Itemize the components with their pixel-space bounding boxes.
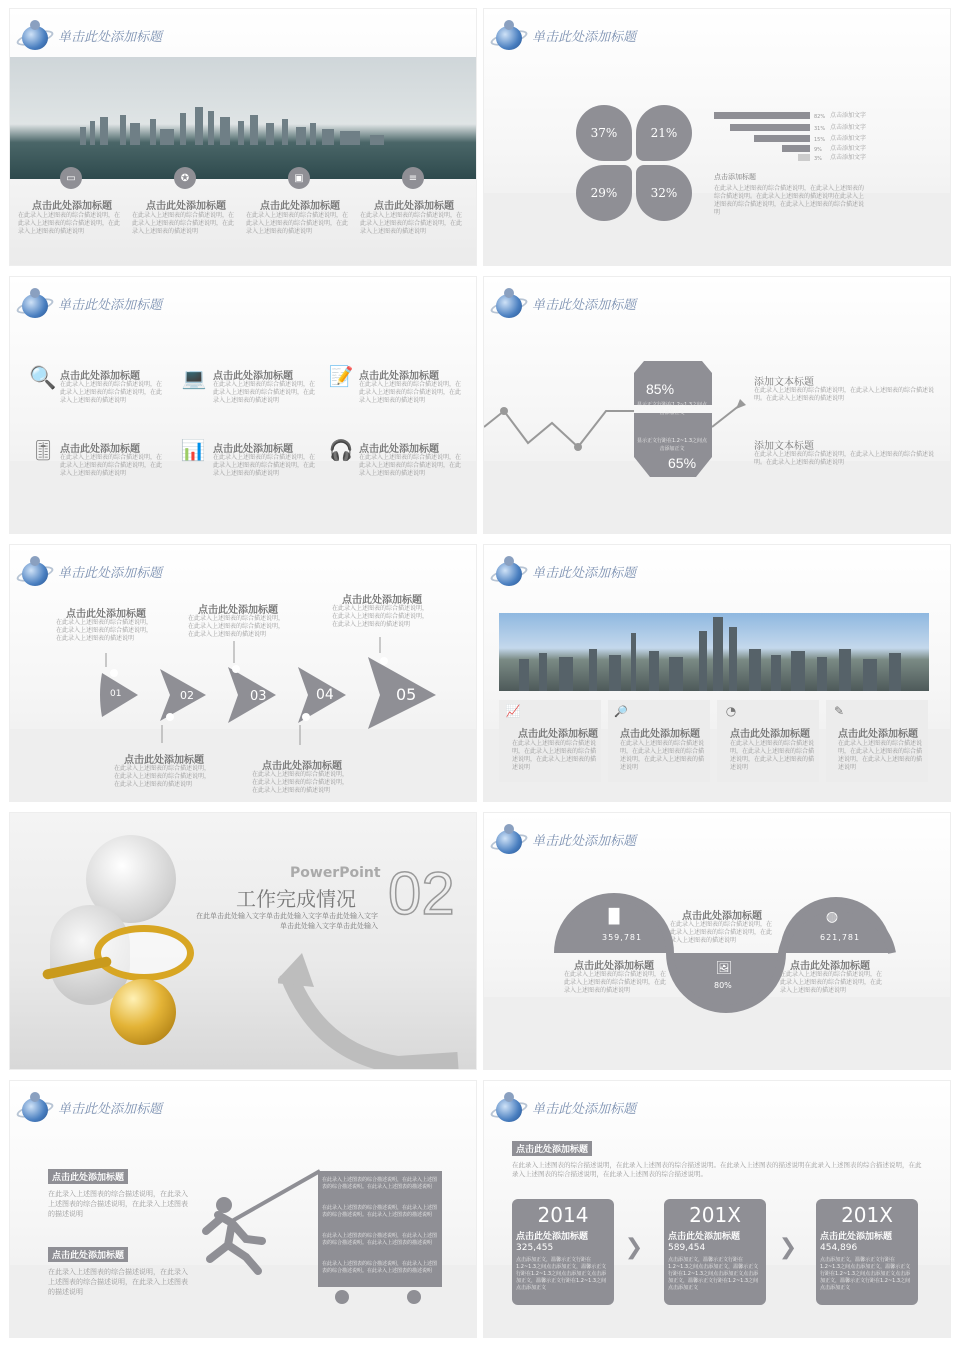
- skyline-photo: [499, 613, 929, 691]
- bar: [754, 135, 810, 142]
- step-title: 点击此处添加标题: [198, 605, 278, 616]
- bar-chart-icon: ▐▌: [603, 909, 625, 925]
- globe-logo-icon: [16, 20, 54, 50]
- pizza-icon: ◍: [825, 909, 839, 925]
- box-title: 点击此处添加标题: [730, 729, 810, 740]
- box-desc: 在此录入上述图表的综合描述说明，在此录入上述图表的综合描述说明，在此录入上述图表的描述说明: [730, 740, 815, 771]
- card-num: 325,455: [516, 1243, 554, 1253]
- card-text: 点击添加正文，温馨示正文行距在1.2~1.3之间点击添加正文，温馨示正文行距在1.2~1.3之间点击添加正文点击添加正文，温馨示正文行距在1.2~1.3之间点击添加正文: [516, 1257, 607, 1291]
- globe-logo-icon: [490, 556, 528, 586]
- step-num: 04: [316, 687, 334, 703]
- step-title: 点击此处添加标题: [124, 755, 204, 766]
- text-title: 添加文本标题: [754, 441, 814, 452]
- bar: [714, 112, 810, 119]
- item-title: 点击此处添加标题: [213, 444, 293, 455]
- step-desc: 在此录入上述图表的综合描述说明，在此录入上述图表的综合描述说明，在此录入上述图表的描述说明: [252, 771, 349, 794]
- section-tag: 点击此处添加标题: [512, 1141, 592, 1156]
- slide-title: 单击此处添加标题: [532, 297, 637, 313]
- slide-10[interactable]: [483, 1080, 951, 1338]
- box-title: 点击此处添加标题: [838, 729, 918, 740]
- box-desc: 在此录入上述图表的综合描述说明，在此录入上述图表的综合描述说明，在此录入上述图表的描述说明: [512, 740, 597, 771]
- item-desc: 在此录入上述图表的综合描述说明，在此录入上述图表的综合描述说明，在此录入上述图表的描述说明: [246, 212, 349, 235]
- item-desc: 在此录入上述图表的综合描述说明，在此录入上述图表的综合描述说明，在此录入上述图表的描述说明: [213, 381, 316, 404]
- briefcase-icon: ▣: [288, 167, 310, 189]
- slide-9[interactable]: [9, 1080, 477, 1338]
- cart-text: 在此录入上述图表的综合描述说明，在此录入上述图表的综合描述说明。在此录入上述图表的描述说明: [322, 1205, 438, 1218]
- stat-value: 621,781: [820, 933, 861, 942]
- item-title: 点击此处添加标题: [790, 961, 870, 972]
- item-title: 点击此处添加标题: [260, 201, 340, 212]
- edit-icon: ✎: [833, 704, 845, 718]
- slide-6[interactable]: [483, 544, 951, 802]
- globe-logo-icon: [490, 20, 528, 50]
- section-title: 工作完成情况: [236, 887, 356, 911]
- slide-header: [16, 17, 162, 53]
- item-title: 点击此处添加标题: [359, 444, 439, 455]
- city-photo: [10, 57, 477, 179]
- slide-8[interactable]: [483, 812, 951, 1070]
- card-year: 2014: [537, 1203, 589, 1227]
- bar-label: 点击添加文字: [830, 154, 867, 161]
- item-desc: 在此录入上述图表的综合描述说明，在此录入上述图表的综合描述说明，在此录入上述图表的描述说明: [359, 454, 462, 477]
- slide-7[interactable]: [9, 812, 477, 1070]
- text-title: 添加文本标题: [754, 377, 814, 388]
- item-title: 点击此处添加标题: [359, 371, 439, 382]
- cart-text: 在此录入上述图表的综合描述说明，在此录入上述图表的综合描述说明。在此录入上述图表的描述说明: [322, 1177, 438, 1190]
- item-title: 点击此处添加标题: [32, 201, 112, 212]
- slide-2[interactable]: [483, 8, 951, 266]
- card-year: 201X: [841, 1203, 893, 1227]
- item-desc: 在此录入上述图表的综合描述说明，在此录入上述图表的综合描述说明，在此录入上述图表的描述说明: [360, 212, 463, 235]
- step-desc: 在此录入上述图表的综合描述说明，在此录入上述图表的综合描述说明，在此录入上述图表的描述说明: [114, 765, 211, 788]
- year-card: [664, 1199, 766, 1305]
- slide-title: 单击此处添加标题: [532, 565, 637, 581]
- cart-text: 在此录入上述图表的综合描述说明，在此录入上述图表的综合描述说明。在此录入上述图表的描述说明: [322, 1261, 438, 1274]
- step-num: 03: [250, 689, 267, 704]
- bar: [798, 154, 810, 161]
- step-desc: 在此录入上述图表的综合描述说明，在此录入上述图表的综合描述说明，在此录入上述图表的描述说明: [332, 605, 429, 628]
- text-desc: 在此录入上述图表的综合描述说明，在此录入上述图表的综合描述说明。在此录入上述图表的描述说明: [754, 387, 935, 402]
- item-desc: 在此录入上述图表的综合描述说明，在此录入上述图表的综合描述说明，在此录入上述图表的描述说明: [60, 381, 163, 404]
- slide-5[interactable]: [9, 544, 477, 802]
- bar-value: 82%: [814, 114, 826, 120]
- sliders-icon: 🎚: [30, 438, 56, 462]
- section-sub: 在此单击此处输入文字单击此处输入文字单击此处输入文字单击此处输入文字单击此处输入: [196, 912, 378, 930]
- slide-4[interactable]: [483, 276, 951, 534]
- globe-logo-icon: [16, 288, 54, 318]
- item-title: 点击此处添加标题: [374, 201, 454, 212]
- note-top: 显示正文行距在1.2~1.3之间点击添加正文: [636, 402, 708, 416]
- pct-bottom: 65%: [668, 455, 697, 471]
- year-card: [816, 1199, 918, 1305]
- petal-2: 21%: [636, 105, 692, 161]
- bar-label: 点击添加文字: [830, 124, 867, 131]
- label-tag: 点击此处添加标题: [48, 1169, 128, 1184]
- search-icon: 🔍: [29, 365, 57, 391]
- text-desc: 在此录入上述图表的综合描述说明，在此录入上述图表的综合描述说明。在此录入上述图表的描述说明: [754, 451, 935, 466]
- year-card: [512, 1199, 614, 1305]
- item-desc: 在此录入上述图表的综合描述说明，在此录入上述图表的综合描述说明，在此录入上述图表的描述说明: [670, 921, 773, 944]
- slide-title: 单击此处添加标题: [58, 1101, 163, 1117]
- document-icon: 📝: [328, 364, 354, 388]
- label-tag: 点击此处添加标题: [48, 1247, 128, 1262]
- item-desc: 在此录入上述图表的综合描述说明，在此录入上述图表的综合描述说明，在此录入上述图表的描述说明: [780, 971, 883, 994]
- ppt-label: PowerPoint: [290, 865, 381, 881]
- step-title: 点击此处添加标题: [262, 761, 342, 772]
- step-title: 点击此处添加标题: [342, 595, 422, 606]
- cart-box: [318, 1171, 442, 1287]
- petal-4: 32%: [636, 165, 692, 221]
- step-desc: 在此录入上述图表的综合描述说明，在此录入上述图表的综合描述说明，在此录入上述图表的描述说明: [188, 615, 285, 638]
- bar: [782, 145, 810, 152]
- bar-label: 点击添加文字: [830, 145, 867, 152]
- image-icon: 🖼: [715, 960, 733, 976]
- note-bottom: 显示正文行距在1.2~1.3之间点击添加正文: [636, 438, 708, 452]
- item-desc: 在此录入上述图表的综合描述说明，在此录入上述图表的综合描述说明，在此录入上述图表的描述说明: [18, 212, 121, 235]
- bar-value: 9%: [814, 147, 822, 153]
- card-icon: ▭: [60, 167, 82, 189]
- card-title: 点击此处添加标题: [516, 1232, 589, 1242]
- card-title: 点击此处添加标题: [668, 1232, 741, 1242]
- slide-title: 单击此处添加标题: [58, 29, 163, 45]
- curved-arrow: [278, 953, 477, 1070]
- headphones-icon: 🎧: [328, 438, 354, 462]
- bar-value: 15%: [814, 137, 826, 143]
- box-title: 点击此处添加标题: [620, 729, 700, 740]
- laptop-icon: 💻: [181, 366, 207, 390]
- section-intro: 在此录入上述图表的综合描述说明，在此录入上述图表的综合描述说明。在此录入上述图表的描述说明在此录入上述图表的综合描述说明，在此录入上述图表的综合描述说明，在此录入上述图表的综合描述说明。: [512, 1161, 922, 1178]
- step-num: 02: [180, 689, 194, 702]
- stat-value: 359,781: [602, 933, 643, 942]
- label-desc: 在此录入上述图表的综合描述说明，在此录入上述图表的综合描述说明，在此录入上述图表的描述说明: [48, 1268, 188, 1296]
- slide-title: 单击此处添加标题: [532, 833, 637, 849]
- search-doc-icon: 🔎: [614, 704, 628, 718]
- slide-1[interactable]: [9, 8, 477, 266]
- slide-3[interactable]: [9, 276, 477, 534]
- sub-desc: 在此录入上述图表的综合描述说明，在此录入上述图表的综合描述说明。在此录入上述图表的描述说明在此录入上述图表的综合描述说明，在此录入上述图表的综合描述说明: [714, 185, 865, 216]
- card-title: 点击此处添加标题: [820, 1232, 893, 1242]
- chevron-right-icon: ❯: [778, 1234, 798, 1260]
- item-title: 点击此处添加标题: [60, 444, 140, 455]
- step-num: 01: [110, 689, 122, 699]
- card-text: 点击添加正文，温馨示正文行距在1.2~1.3之间点击添加正文，温馨示正文行距在1.2~1.3之间点击添加正文点击添加正文，温馨示正文行距在1.2~1.3之间点击添加正文: [820, 1257, 911, 1291]
- pie-icon: ◔: [725, 704, 737, 718]
- gold-globe-icon: [110, 979, 176, 1045]
- stack-icon: ≡: [402, 167, 424, 189]
- slide-title: 单击此处添加标题: [532, 1101, 637, 1117]
- cart-text: 在此录入上述图表的综合描述说明，在此录入上述图表的综合描述说明。在此录入上述图表的描述说明: [322, 1233, 438, 1246]
- item-title: 点击此处添加标题: [682, 911, 762, 922]
- card-num: 589,454: [668, 1243, 706, 1253]
- bar-label: 点击添加文字: [830, 112, 867, 119]
- slide-header: [490, 17, 636, 53]
- item-title: 点击此处添加标题: [146, 201, 226, 212]
- item-desc: 在此录入上述图表的综合描述说明，在此录入上述图表的综合描述说明，在此录入上述图表的描述说明: [60, 454, 163, 477]
- petal-1: 37%: [576, 105, 632, 161]
- globe-logo-icon: [490, 1092, 528, 1122]
- chevron-right-icon: ❯: [624, 1234, 644, 1260]
- petal-3: 29%: [576, 165, 632, 221]
- item-title: 点击此处添加标题: [60, 371, 140, 382]
- card-year: 201X: [689, 1203, 741, 1227]
- step-desc: 在此录入上述图表的综合描述说明，在此录入上述图表的综合描述说明，在此录入上述图表的描述说明: [56, 619, 153, 642]
- trend-line: [484, 277, 951, 534]
- bar-value: 3%: [814, 156, 822, 162]
- box-desc: 在此录入上述图表的综合描述说明，在此录入上述图表的综合描述说明，在此录入上述图表的描述说明: [838, 740, 923, 771]
- slide-header: [490, 553, 636, 589]
- box-title: 点击此处添加标题: [518, 729, 598, 740]
- sub-title: 点击添加标题: [714, 173, 756, 181]
- pct-top: 85%: [646, 381, 675, 397]
- bar-chart-icon: 📊: [180, 438, 206, 462]
- slide-header: [16, 285, 162, 321]
- slide-header: [490, 1089, 636, 1125]
- item-desc: 在此录入上述图表的综合描述说明，在此录入上述图表的综合描述说明，在此录入上述图表的描述说明: [213, 454, 316, 477]
- box-desc: 在此录入上述图表的综合描述说明，在此录入上述图表的综合描述说明，在此录入上述图表的描述说明: [620, 740, 705, 771]
- card-num: 454,896: [820, 1243, 858, 1253]
- item-title: 点击此处添加标题: [213, 371, 293, 382]
- growth-chart-icon: 📈: [505, 704, 521, 718]
- step-num: 05: [396, 685, 417, 704]
- item-title: 点击此处添加标题: [574, 961, 654, 972]
- bar-value: 31%: [814, 126, 826, 132]
- award-icon: ✪: [174, 167, 196, 189]
- item-desc: 在此录入上述图表的综合描述说明，在此录入上述图表的综合描述说明，在此录入上述图表的描述说明: [132, 212, 235, 235]
- bar-label: 点击添加文字: [830, 135, 867, 142]
- label-desc: 在此录入上述图表的综合描述说明，在此录入上述图表的综合描述说明，在此录入上述图表的描述说明: [48, 1190, 188, 1218]
- bar: [730, 124, 810, 131]
- card-text: 点击添加正文，温馨示正文行距在1.2~1.3之间点击添加正文，温馨示正文行距在1.2~1.3之间点击添加正文点击添加正文，温馨示正文行距在1.2~1.3之间点击添加正文: [668, 1257, 759, 1291]
- slide-title: 单击此处添加标题: [58, 565, 163, 581]
- step-title: 点击此处添加标题: [66, 609, 146, 620]
- stat-value: 80%: [714, 981, 732, 990]
- slide-title: 单击此处添加标题: [532, 29, 637, 45]
- section-num: 02: [388, 860, 455, 927]
- step-arrows: [10, 545, 477, 802]
- slide-title: 单击此处添加标题: [58, 297, 163, 313]
- magnifier-lens: [94, 925, 194, 981]
- item-desc: 在此录入上述图表的综合描述说明，在此录入上述图表的综合描述说明，在此录入上述图表的描述说明: [564, 971, 667, 994]
- item-desc: 在此录入上述图表的综合描述说明，在此录入上述图表的综合描述说明，在此录入上述图表的描述说明: [359, 381, 462, 404]
